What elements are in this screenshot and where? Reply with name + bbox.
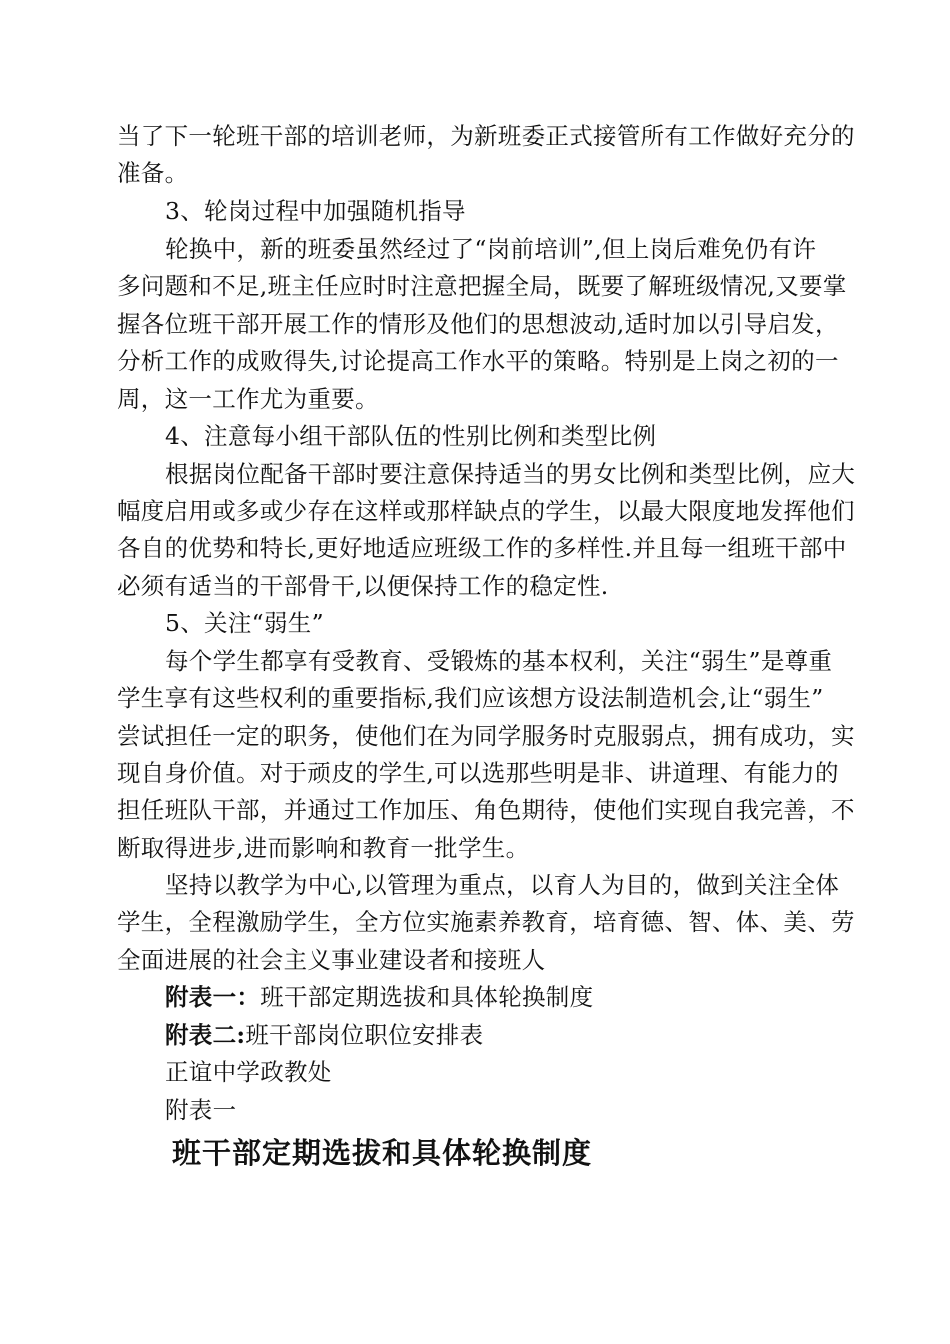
body-line: 坚持以教学为中心,以管理为重点，以育人为目的，做到关注全体	[165, 871, 840, 899]
appendix-1-line	[0, 982, 950, 1012]
body-line: 担任班队干部，并通过工作加压、角色期待，使他们实现自我完善，不	[117, 796, 855, 824]
body-line: 尝试担任一定的职务，使他们在为同学服务时克服弱点，拥有成功，实	[117, 722, 855, 750]
appendix-1-text: 班干部定期选拔和具体轮换制度	[260, 983, 594, 1011]
section-title: 班干部定期选拔和具体轮换制度	[172, 1136, 593, 1170]
body-line: 全面进展的社会主义事业建设者和接班人	[117, 946, 546, 974]
signature: 正谊中学政教处	[165, 1058, 332, 1086]
appendix-1-label: 附表一：	[165, 983, 261, 1011]
body-line: 轮换中，新的班委虽然经过了“岗前培训”,但上岗后难免仍有许	[165, 235, 817, 263]
appendix-2-text: 班干部岗位职位安排表	[245, 1021, 484, 1049]
section-heading: 4、注意每小组干部队伍的性别比例和类型比例	[165, 422, 657, 450]
appendix-marker: 附表一	[165, 1096, 237, 1124]
body-line: 幅度启用或多或少存在这样或那样缺点的学生，以最大限度地发挥他们	[117, 497, 855, 525]
body-line: 分析工作的成败得失,讨论提高工作水平的策略。特别是上岗之初的一	[117, 347, 839, 375]
body-line: 必须有适当的干部骨干,以便保持工作的稳定性.	[117, 572, 609, 600]
body-line: 当了下一轮班干部的培训老师，为新班委正式接管所有工作做好充分的	[117, 122, 855, 150]
section-heading: 5、关注“弱生”	[165, 609, 324, 637]
body-line: 多问题和不足,班主任应时时注意把握全局，既要了解班级情况,又要掌	[117, 272, 847, 300]
body-line: 握各位班干部开展工作的情形及他们的思想波动,适时加以引导启发，	[117, 310, 839, 338]
body-line: 每个学生都享有受教育、受锻炼的基本权利，关注“弱生”是尊重	[165, 647, 833, 675]
body-line: 学生享有这些权利的重要指标,我们应该想方设法制造机会,让“弱生”	[117, 684, 824, 712]
body-line: 断取得进步,进而影响和教育一批学生。	[117, 834, 530, 862]
section-heading: 3、轮岗过程中加强随机指导	[165, 197, 466, 225]
body-line: 学生，全程激励学生，全方位实施素养教育，培育德、智、体、美、劳	[117, 908, 855, 936]
appendix-2-label: 附表二:	[165, 1021, 246, 1049]
body-line: 根据岗位配备干部时要注意保持适当的男女比例和类型比例，应大	[165, 460, 856, 488]
body-line: 准备。	[117, 159, 189, 187]
appendix-2-line	[0, 1020, 950, 1050]
body-line: 现自身价值。对于顽皮的学生,可以选那些明是非、讲道理、有能力的	[117, 759, 839, 787]
body-line: 各自的优势和特长,更好地适应班级工作的多样性.并且每一组班干部中	[117, 534, 847, 562]
body-line: 周，这一工作尤为重要。	[117, 385, 379, 413]
